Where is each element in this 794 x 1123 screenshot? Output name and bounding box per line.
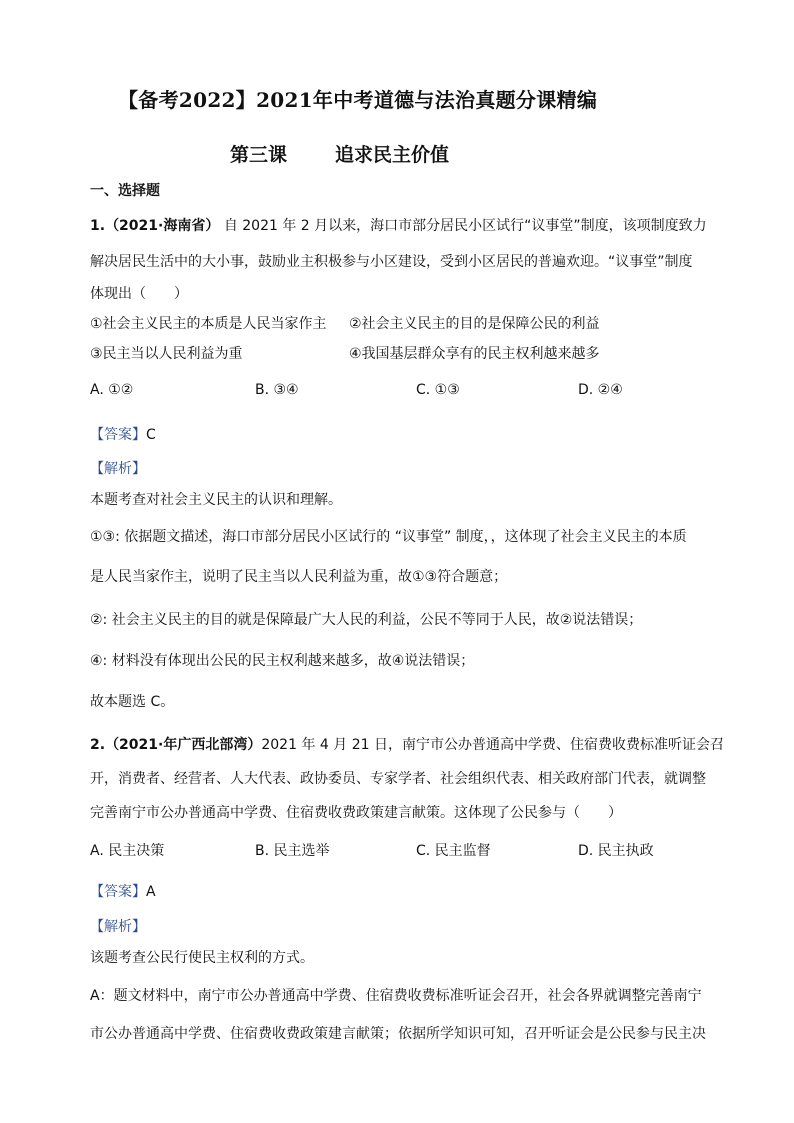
q2-option-a: A. 民主决策	[90, 843, 165, 859]
q1-stem-line-1	[90, 216, 707, 236]
q2-stem-line-1	[90, 735, 724, 755]
q1-option-c: C. ①③	[416, 382, 460, 398]
q1-analysis-line-1: 本题考查对社会主义民主的认识和理解。	[90, 492, 342, 508]
lesson-number: 第三课	[230, 144, 288, 166]
q1-source: （2021·海南省）	[105, 218, 220, 234]
q2-answer-tag: 【答案】	[90, 884, 146, 900]
q1-statement-2: ②社会主义民主的目的是保障公民的利益	[349, 316, 600, 332]
q1-statement-4: ④我国基层群众享有的民主权利越来越多	[349, 346, 600, 362]
q2-option-c: C. 民主监督	[416, 843, 491, 859]
q2-option-d: D. 民主执政	[578, 843, 654, 859]
q1-option-b: B. ③④	[255, 382, 299, 398]
q2-source: （2021·年广西北部湾）	[105, 737, 262, 753]
q1-statement-1: ①社会主义民主的本质是人民当家作主	[90, 316, 327, 332]
q2-stem-text-1: 2021 年 4 月 21 日，南宁市公办普通高中学费、住宿费收费标准听证会召	[261, 737, 724, 753]
page-title: 【备考2022】2021年中考道德与法治真题分课精编	[118, 88, 598, 112]
q1-number: 1.	[90, 218, 106, 234]
q1-statement-3: ③民主当以人民利益为重	[90, 346, 243, 362]
q1-option-a: A. ①②	[90, 382, 134, 398]
q1-analysis-line-5: ④: 材料没有体现出公民的民主权利越来越多，故④说法错误；	[90, 653, 475, 669]
lesson-name: 追求民主价值	[335, 144, 450, 166]
q2-analysis-line-2: A：题文材料中，南宁市公办普通高中学费、住宿费收费标准听证会召开，社会各界就调整完善南宁	[90, 988, 702, 1004]
q1-stem-line-2: 解决居民生活中的大小事，鼓励业主积极参与小区建设，受到小区居民的普遍欢迎。“议事堂”制度	[90, 254, 693, 270]
q1-stem-line-3: 体现出（ ）	[90, 286, 188, 302]
q1-analysis-line-3: 是人民当家作主，说明了民主当以人民利益为重，故①③符合题意；	[90, 569, 508, 585]
q1-analysis-line-6: 故本题选 C。	[90, 694, 175, 710]
q1-analysis-line-2: ①③: 依据题文描述，海口市部分居民小区试行的 “议事堂” 制度，，这体现了社会主义民主的本质	[90, 529, 687, 545]
q2-stem-line-2: 开，消费者、经营者、人大代表、政协委员、专家学者、社会组织代表、相关政府部门代表，就调整	[90, 771, 706, 787]
q2-analysis-tag: 【解析】	[90, 919, 146, 935]
q1-answer	[90, 424, 156, 444]
q1-analysis-line-4: ②: 社会主义民主的目的就是保障最广大人民的利益，公民不等同于人民，故②说法错误；	[90, 612, 643, 628]
q1-option-d: D. ②④	[578, 382, 623, 398]
section-heading: 一、选择题	[90, 183, 160, 199]
q2-analysis-line-3: 市公办普通高中学费、住宿费收费政策建言献策；依据所学知识可知，召开听证会是公民参与民主决	[90, 1026, 706, 1042]
q1-answer-tag: 【答案】	[90, 427, 146, 443]
q1-stem-text-1: 自 2021 年 2 月以来，海口市部分居民小区试行“议事堂”制度，该项制度致力	[223, 218, 707, 234]
q2-stem-line-3: 完善南宁市公办普通高中学费、住宿费收费政策建言献策。这体现了公民参与（ ）	[90, 805, 622, 821]
q2-answer	[90, 881, 156, 901]
q1-analysis-tag: 【解析】	[90, 461, 146, 477]
q2-option-b: B. 民主选举	[255, 843, 330, 859]
q2-number: 2.	[90, 737, 106, 753]
q2-answer-value: A	[146, 884, 156, 900]
q2-analysis-line-1: 该题考查公民行使民主权利的方式。	[90, 950, 314, 966]
q1-answer-value: C	[146, 427, 156, 443]
